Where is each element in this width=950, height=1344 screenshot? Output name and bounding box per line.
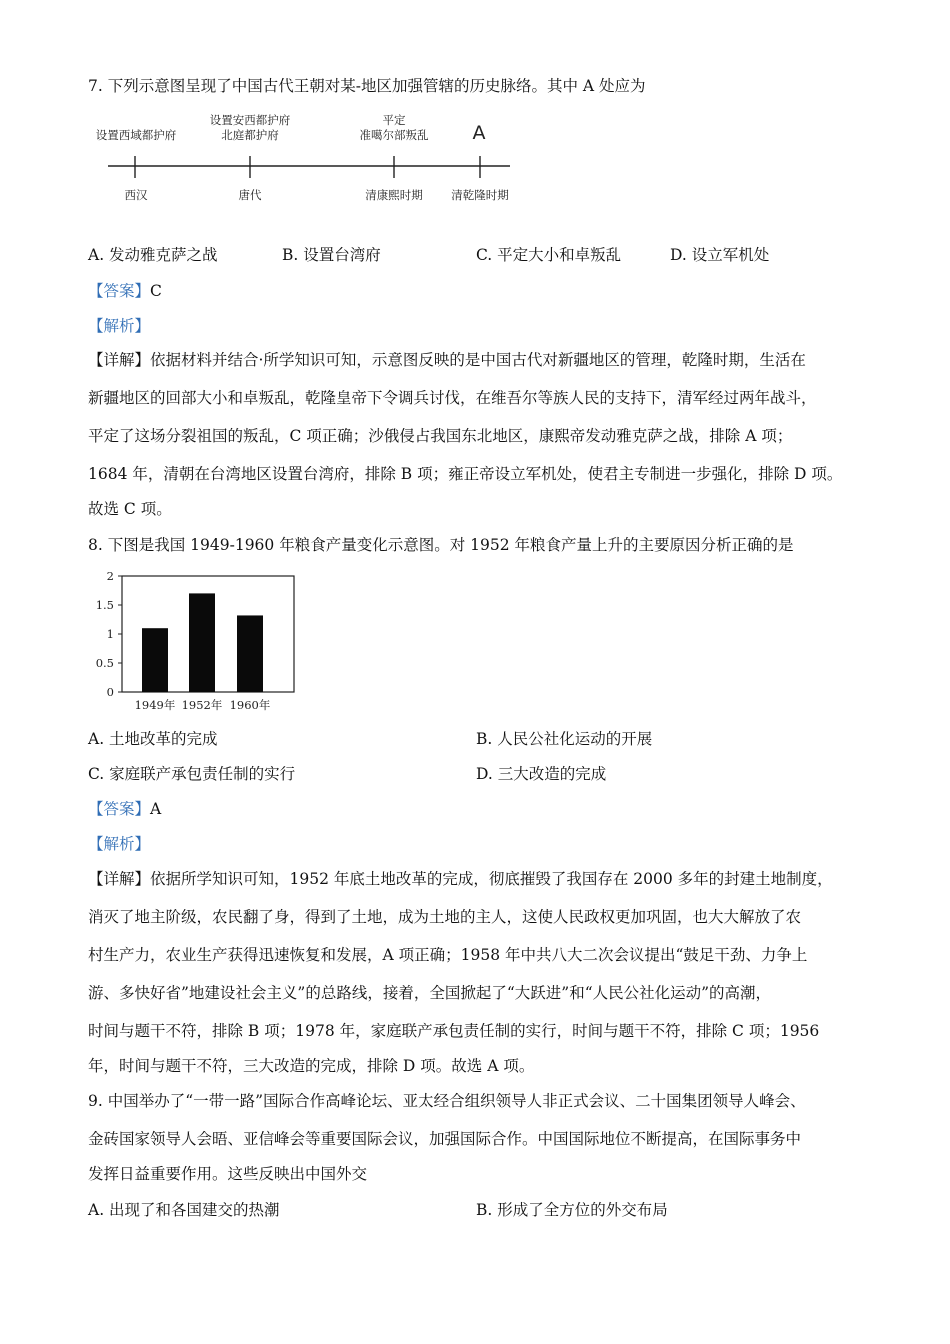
y-tick-label: 0 (106, 685, 114, 699)
timeline-bottom-label-1: 西汉 (124, 188, 148, 202)
timeline-top-label-2b: 北庭都护府 (221, 128, 279, 142)
answer-tag: 【答案】 (88, 282, 151, 300)
answer-value: C (150, 282, 162, 300)
q8-option-b: B. 人民公社化运动的开展 (476, 730, 653, 748)
q7-option-d: D. 设立军机处 (670, 246, 770, 264)
q8-answer (88, 799, 161, 819)
q8-analysis-tag: 【解析】 (88, 835, 151, 853)
q8-detail-line: 时间与题干不符，排除 B 项；1978 年，家庭联产承包责任制的实行，时间与题干不符，排除 C 项；1956 (88, 1022, 820, 1040)
q9-stem-line: 发挥日益重要作用。这些反映出中国外交 (88, 1165, 368, 1183)
q8-detail-line: 【详解】依据所学知识可知，1952 年底土地改革的完成，彻底摧毁了我国存在 2000 多年的封建土地制度， (88, 870, 833, 888)
q8-detail-line: 游、多快好省”地建设社会主义”的总路线，接着，全国掀起了“大跃进”和“人民公社化运动”的高潮， (88, 984, 772, 1002)
x-category-label: 1960年 (229, 698, 271, 712)
q7-stem: 7. 下列示意图呈现了中国古代王朝对某-地区加强管辖的历史脉络。其中 A 处应为 (88, 77, 646, 95)
bar-1952年 (189, 593, 215, 692)
q7-option-b: B. 设置台湾府 (282, 246, 381, 264)
answer-tag: 【答案】 (88, 800, 151, 818)
q7-detail-line: 【详解】依据材料并结合·所学知识可知，示意图反映的是中国古代对新疆地区的管理，乾隆时期，生活在 (88, 351, 806, 369)
timeline-bottom-label-3: 清康熙时期 (365, 188, 423, 202)
q8-grain-chart (90, 566, 310, 716)
q7-timeline-figure (90, 106, 530, 216)
y-tick-label: 2 (106, 569, 114, 583)
q7-detail-line: 平定了这场分裂祖国的叛乱，C 项正确；沙俄侵占我国东北地区，康熙帝发动雅克萨之战，排除 A 项； (88, 427, 793, 445)
bar-1960年 (237, 615, 263, 692)
x-category-label: 1952年 (181, 698, 223, 712)
x-category-label: 1949年 (134, 698, 176, 712)
timeline-top-label-3b: 准噶尔部叛乱 (359, 128, 429, 142)
q7-option-a: A. 发动雅克萨之战 (88, 246, 218, 264)
q8-detail-line: 消灭了地主阶级，农民翻了身，得到了土地，成为土地的主人，这使人民政权更加巩固，也大大解放了农 (88, 908, 802, 926)
q8-stem: 8. 下图是我国 1949-1960 年粮食产量变化示意图。对 1952 年粮食产量上升的主要原因分析正确的是 (88, 536, 794, 554)
q8-detail-line: 村生产力，农业生产获得迅速恢复和发展，A 项正确；1958 年中共八大二次会议提出“鼓足干劲、力争上 (88, 946, 808, 964)
y-tick-label: 1 (106, 627, 114, 641)
q7-option-c: C. 平定大小和卓叛乱 (476, 246, 622, 264)
timeline-top-label-1: 设置西域都护府 (95, 128, 177, 142)
timeline-top-label-a: A (472, 122, 486, 144)
q7-analysis-tag: 【解析】 (88, 317, 151, 335)
bar-1949年 (142, 628, 168, 692)
q9-stem-line: 9. 中国举办了“一带一路”国际合作高峰论坛、亚太经合组织领导人非正式会议、二十国集团领导人峰会、 (88, 1092, 806, 1110)
q9-option-b: B. 形成了全方位的外交布局 (476, 1201, 668, 1219)
y-tick-label: 1.5 (95, 598, 114, 612)
q8-option-a: A. 土地改革的完成 (88, 730, 218, 748)
answer-value: A (150, 800, 162, 818)
timeline-bottom-label-2: 唐代 (238, 188, 262, 202)
q7-detail-line: 新疆地区的回部大小和卓叛乱，乾隆皇帝下令调兵讨伐，在维吾尔等族人民的支持下，清军经过两年战斗， (88, 389, 817, 407)
q9-stem-line: 金砖国家领导人会晤、亚信峰会等重要国际会议，加强国际合作。中国国际地位不断提高，在国际事务中 (88, 1130, 802, 1148)
q9-option-a: A. 出现了和各国建交的热潮 (88, 1201, 280, 1219)
timeline-top-label-3a: 平定 (382, 113, 406, 127)
q7-detail-line: 故选 C 项。 (88, 500, 172, 518)
y-tick-label: 0.5 (95, 656, 114, 670)
q8-detail-line: 年，时间与题干不符，三大改造的完成，排除 D 项。故选 A 项。 (88, 1057, 535, 1075)
q8-option-c: C. 家庭联产承包责任制的实行 (88, 765, 296, 783)
q8-option-d: D. 三大改造的完成 (476, 765, 607, 783)
q7-detail-line: 1684 年，清朝在台湾地区设置台湾府，排除 B 项；雍正帝设立军机处，使君主专制进一步强化，排除 D 项。 (88, 465, 843, 483)
q7-answer (88, 281, 162, 301)
timeline-bottom-label-4: 清乾隆时期 (451, 188, 509, 202)
timeline-top-label-2a: 设置安西都护府 (209, 113, 291, 127)
